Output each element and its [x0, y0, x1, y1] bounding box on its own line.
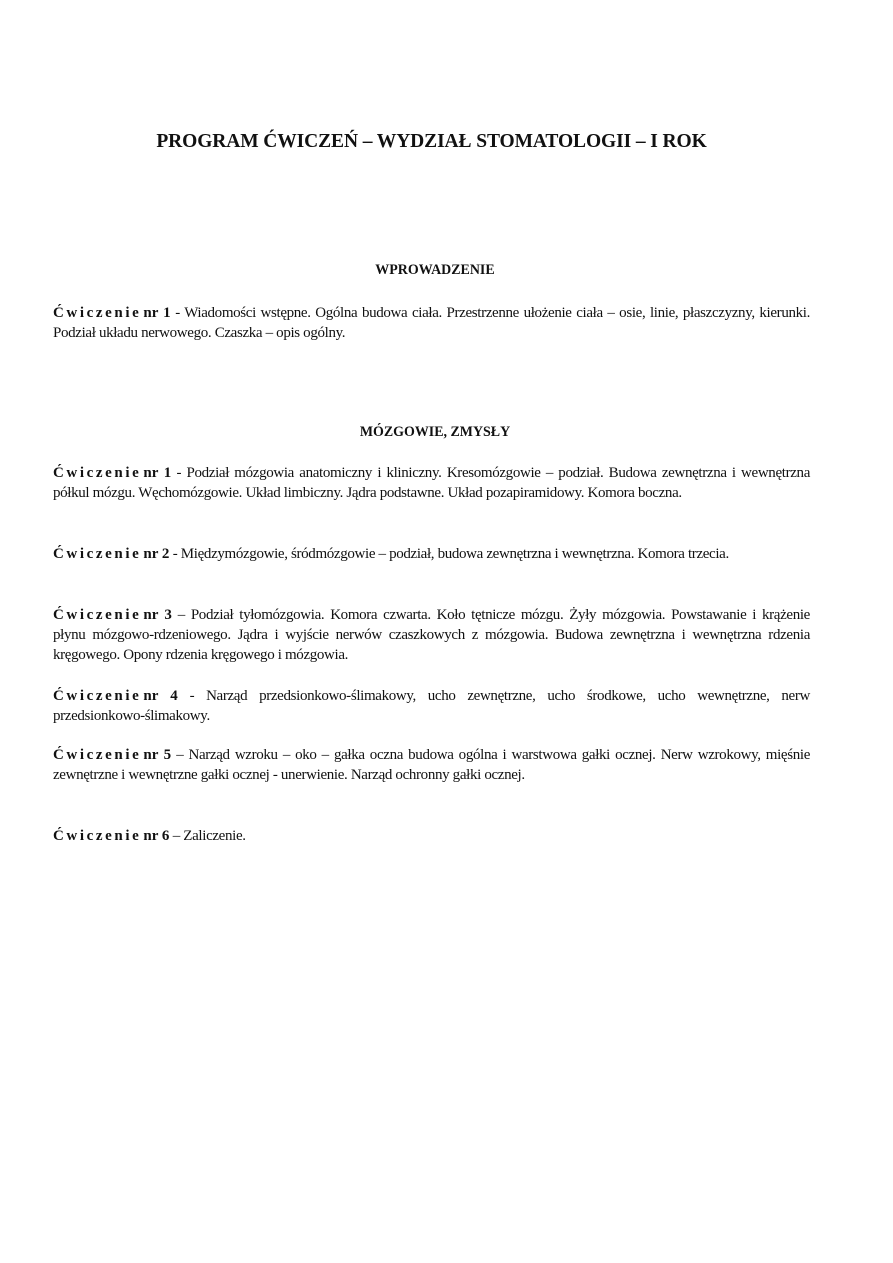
- exercise-description: - Międzymózgowie, śródmózgowie – podział, budowa zewnętrzna i wewnętrzna. Komora trzecia.: [169, 546, 729, 562]
- exercise-description: – Podział tyłomózgowia. Komora czwarta. Koło tętnicze mózgu. Żyły mózgowia. Powstawanie i krążenie płynu mózgowo-rdzeniowego. Jądra i wyjście nerwów czaszkowych z mózgowia. Budowa zewnętrzna i wewnętrzna rdzenia kręgowego. Opony rdzenia kręgowego i mózgowia.: [53, 607, 810, 663]
- exercise-label: Ćwiczenie: [53, 305, 142, 321]
- exercise-number: nr 1: [143, 305, 171, 321]
- exercise-label: Ćwiczenie: [53, 546, 142, 562]
- document-title: PROGRAM ĆWICZEŃ – WYDZIAŁ STOMATOLOGII – I ROK: [156, 131, 707, 152]
- exercise-number: nr 3: [143, 607, 172, 623]
- exercise-item: [53, 463, 810, 503]
- exercise-item: [53, 826, 810, 846]
- exercise-label: Ćwiczenie: [53, 688, 142, 704]
- exercise-number: nr 4: [143, 688, 178, 704]
- exercise-item: [53, 544, 810, 564]
- exercise-label: Ćwiczenie: [53, 607, 142, 623]
- exercise-label: Ćwiczenie: [53, 828, 142, 844]
- exercise-description: – Zaliczenie.: [169, 828, 246, 844]
- section-heading-introduction: WPROWADZENIE: [375, 262, 495, 278]
- exercise-item: [53, 686, 810, 726]
- section-heading-brain-senses: MÓZGOWIE, ZMYSŁY: [359, 424, 511, 440]
- exercise-description: – Narząd wzroku – oko – gałka oczna budowa ogólna i warstwowa gałki ocznej. Nerw wzrokowy, mięśnie zewnętrzne i wewnętrzne gałki ocznej - unerwienie. Narząd ochronny gałki ocznej.: [53, 747, 811, 783]
- exercise-number: nr 2: [143, 546, 170, 562]
- exercise-number: nr 6: [143, 828, 170, 844]
- exercise-number: nr 5: [143, 747, 172, 763]
- exercise-number: nr 1: [143, 465, 172, 481]
- exercise-item: [53, 303, 810, 343]
- exercise-item: [53, 745, 810, 785]
- exercise-label: Ćwiczenie: [53, 465, 142, 481]
- exercise-description: - Podział mózgowia anatomiczny i kliniczny. Kresomózgowie – podział. Budowa zewnętrzna i wewnętrzna półkul mózgu. Węchomózgowie. Układ limbiczny. Jądra podstawne. Układ pozapiramidowy. Komora boczna.: [53, 465, 810, 501]
- exercise-label: Ćwiczenie: [53, 747, 142, 763]
- exercise-item: [53, 605, 810, 665]
- exercise-description: - Narząd przedsionkowo-ślimakowy, ucho zewnętrzne, ucho środkowe, ucho wewnętrzne, nerw przedsionkowo-ślimakowy.: [53, 688, 810, 724]
- exercise-description: - Wiadomości wstępne. Ogólna budowa ciała. Przestrzenne ułożenie ciała – osie, linie, płaszczyzny, kierunki. Podział układu nerwowego. Czaszka – opis ogólny.: [53, 305, 810, 341]
